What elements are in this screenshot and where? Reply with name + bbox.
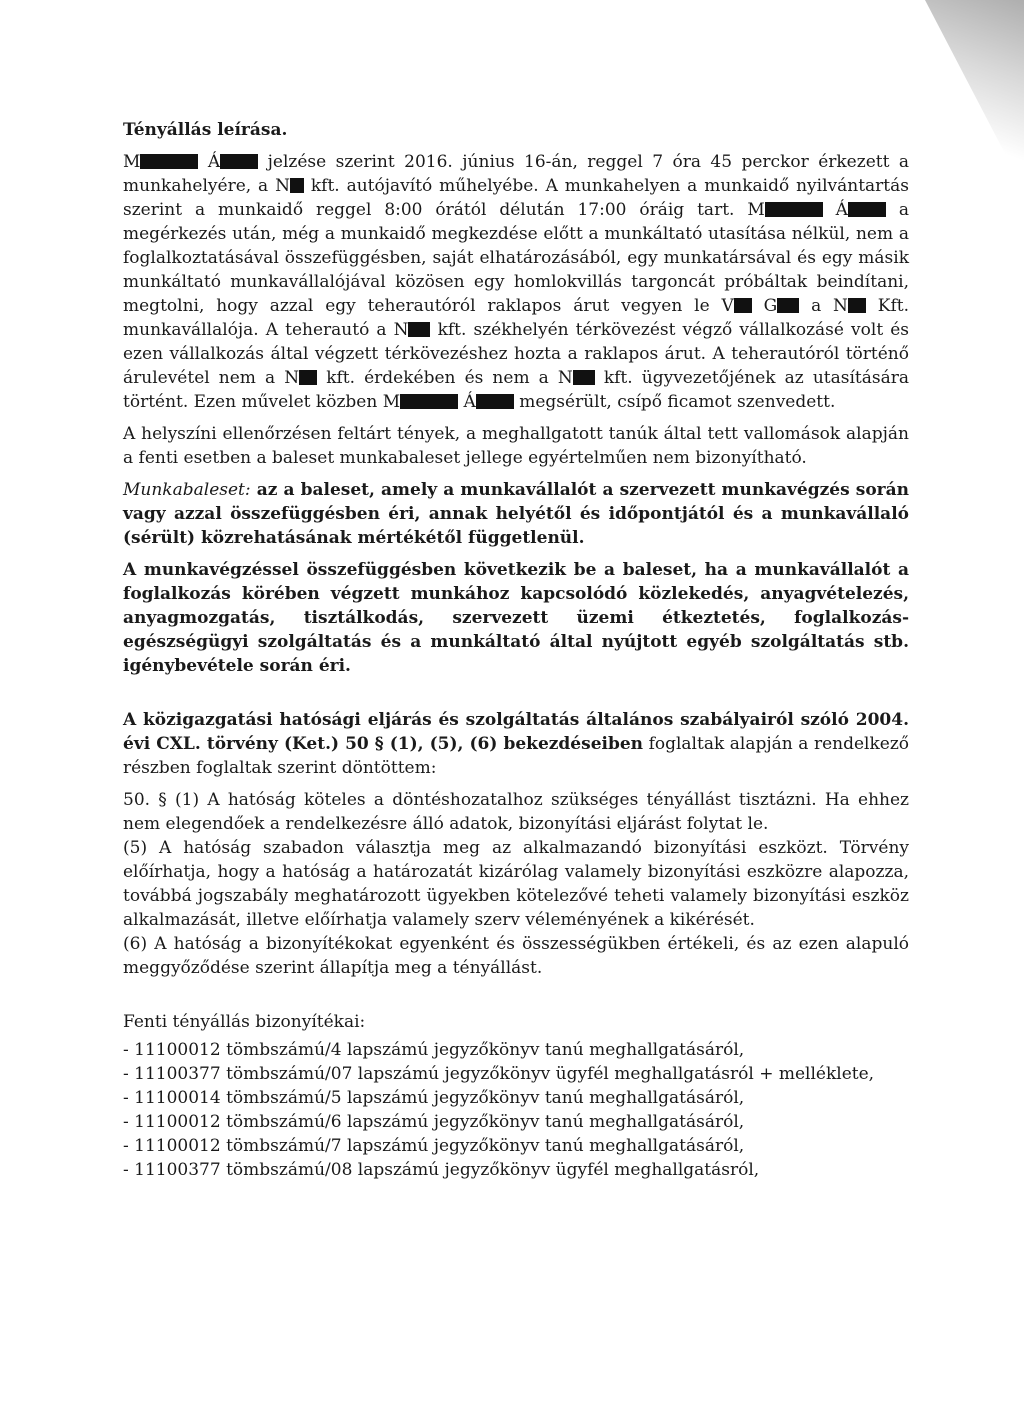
text-run: kft. székhelyén térkövezést végző vállalkozásé volt és ezen vállalkozás által végzett térkövezéshez hozta a raklapos árut. A teherautóról történő árulevétel nem a N xyxy=(123,320,910,388)
list-item: - 11100014 tömbszámú/5 lapszámú jegyzőkönyv tanú meghallgatásáról, xyxy=(123,1088,745,1108)
section-50-1: 50. § (1) A hatóság köteles a döntéshozatalhoz szükséges tényállást tisztázni. Ha ehhez nem elegendőek a rendelkezésre álló adatok, bizonyítási eljárást folytat le. xyxy=(123,790,909,834)
evidence-title: Fenti tényállás bizonyítékai: xyxy=(123,1012,366,1032)
list-item: - 11100012 tömbszámú/7 lapszámú jegyzőkönyv tanú meghallgatásáról, xyxy=(123,1136,745,1156)
redaction-block xyxy=(848,202,886,217)
redaction-block xyxy=(476,394,514,409)
text-run: kft. érdekében és nem a N xyxy=(326,368,573,388)
evidence-list xyxy=(123,1038,909,1182)
text-run: Kft. munkavállalója. A teherautó a N xyxy=(123,296,910,340)
redaction-block xyxy=(290,178,304,193)
redaction-block xyxy=(408,322,430,337)
text-run: M xyxy=(123,152,141,172)
redaction-block xyxy=(734,298,752,313)
redaction-block xyxy=(299,370,317,385)
text-run: megsérült, csípő ficamot szenvedett. xyxy=(519,392,836,412)
text-run: Á xyxy=(207,152,221,172)
definition-paragraph xyxy=(123,478,909,550)
text-run: Á xyxy=(463,392,476,412)
list-item: - 11100377 tömbszámú/07 lapszámú jegyzőkönyv ügyfél meghallgatásról + melléklete, xyxy=(123,1064,875,1084)
assessment-paragraph: A helyszíni ellenőrzésen feltárt tények, a meghallgatott tanúk által tett vallomások alapján a fenti esetben a baleset munkabaleset jellege egyértelműen nem bizonyítható. xyxy=(123,424,909,468)
scan-shadow xyxy=(914,0,1024,190)
text-run: Á xyxy=(835,200,848,220)
document-page xyxy=(123,118,909,1182)
legal-basis-paragraph xyxy=(123,708,909,780)
definition-text: az a baleset, amely a munkavállalót a szervezett munkavégzés során vagy azzal összefüggésben éri, annak helyétől és időpontjától és a munkavállaló (sérült) közrehatásának mértékétől függetlenül. xyxy=(123,480,909,548)
redaction-block xyxy=(220,154,258,169)
redaction-block xyxy=(777,298,799,313)
list-item: - 11100377 tömbszámú/08 lapszámú jegyzőkönyv ügyfél meghallgatásról, xyxy=(123,1160,760,1180)
text-run: a megérkezés után, még a munkaidő megkezdése előtt a munkáltató utasítása nélkül, nem a foglalkoztatásával összefüggésben, saját elhatározásából, egy munkatársával és egy másik munkáltató munkavállalójával közösen egy homlokvillás targoncát próbáltak beindítani, megtolni, hogy azzal egy teherautóról raklapos árut vegyen le V xyxy=(123,200,910,316)
redaction-block xyxy=(848,298,866,313)
list-item: - 11100012 tömbszámú/6 lapszámú jegyzőkönyv tanú meghallgatásáról, xyxy=(123,1112,745,1132)
text-run: G xyxy=(763,296,778,316)
text-run: kft. autójavító műhelyébe. A munkahelyen a munkaidő nyilvántartás szerint a munkaidő reggel 8:00 órától délután 17:00 óráig tart. M xyxy=(123,176,909,220)
redaction-block xyxy=(765,202,823,217)
list-item: - 11100012 tömbszámú/4 lapszámú jegyzőkönyv tanú meghallgatásáról, xyxy=(123,1040,745,1060)
law-reference: A közigazgatási hatósági eljárás és szolgáltatás általános szabályairól szóló 2004. évi CXL. törvény (Ket.) 50 § (1), (5), (6) bekezdéseiben xyxy=(123,710,909,754)
text-run: kft. ügyvezetőjének az utasítására történt. Ezen művelet közben M xyxy=(123,368,910,412)
redaction-block xyxy=(573,370,595,385)
redaction-block xyxy=(140,154,198,169)
law-reference-continuation: foglaltak alapján a rendelkező részben foglaltak szerint döntöttem: xyxy=(123,734,910,778)
text-run: a N xyxy=(811,296,848,316)
section-50-6: (6) A hatóság a bizonyítékokat egyenként és összességükben értékeli, és az ezen alapuló meggyőződése szerint állapítja meg a tényállást. xyxy=(123,934,909,978)
section-heading: Tényállás leírása. xyxy=(123,120,288,140)
definition-term: Munkabaleset: xyxy=(123,480,251,500)
section-50-5: (5) A hatóság szabadon választja meg az alkalmazandó bizonyítási eszközt. Törvény előírhatja, hogy a hatóság a határozatát kizárólag valamely bizonyítási eszközre alapozza, továbbá jogszabály meghatározott ügyekben kötelezővé teheti valamely bizonyítási eszköz alkalmazását, illetve előírhatja valamely szerv véleményének a kikérését. xyxy=(123,838,909,930)
facts-paragraph xyxy=(123,150,909,414)
text-run: jelzése szerint 2016. június 16-án, reggel 7 óra 45 perckor érkezett a munkahelyére, a N xyxy=(123,152,910,196)
work-related-paragraph: A munkavégzéssel összefüggésben következik be a baleset, ha a munkavállalót a foglalkozás körében végzett munkához kapcsolódó közlekedés, anyagvételezés, anyagmozgatás, tisztálkodás, szervezett üzemi étkeztetés, foglalkozás-egészségügyi szolgáltatás és a munkáltató által nyújtott egyéb szolgáltatás stb. igénybevétele során éri. xyxy=(123,560,909,676)
redaction-block xyxy=(400,394,458,409)
